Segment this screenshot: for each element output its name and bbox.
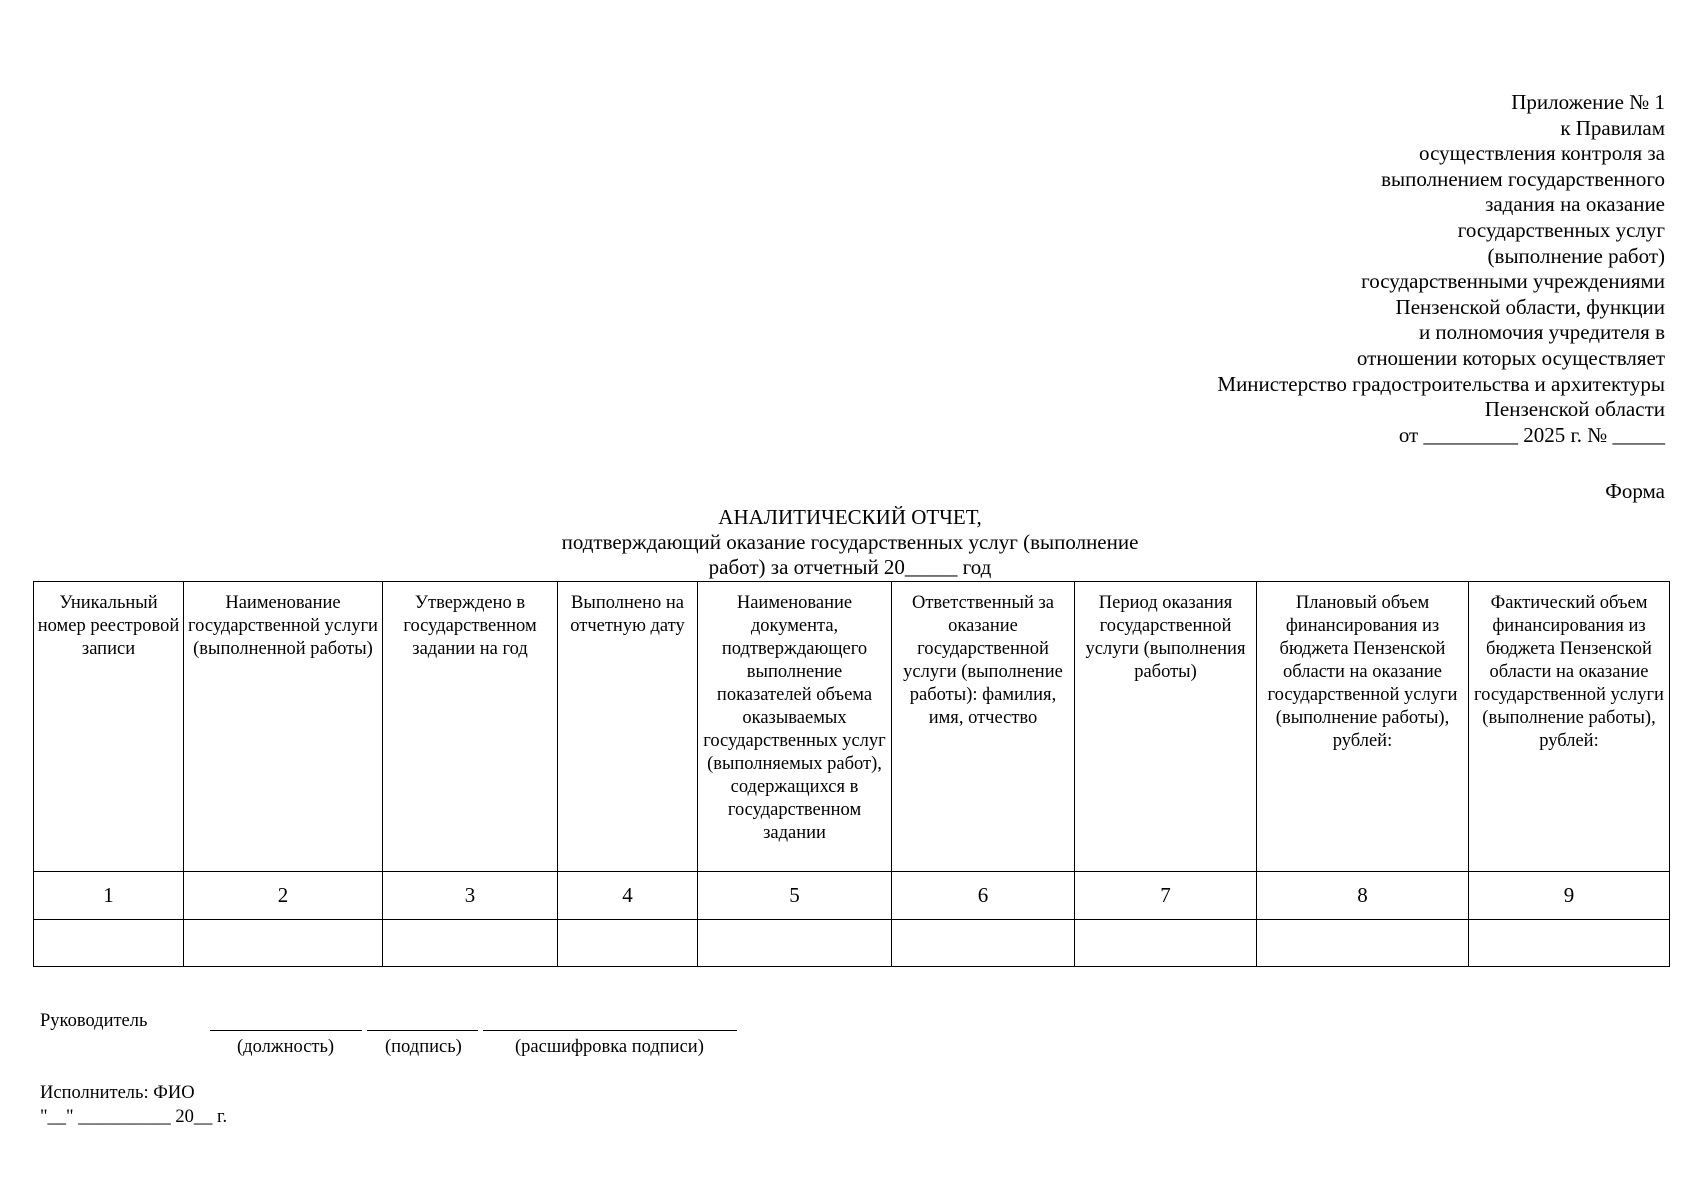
column-number: 7 [1075, 872, 1257, 920]
appendix-line: задания на оказание [1485, 192, 1665, 217]
form-label: Форма [1605, 479, 1665, 503]
column-number: 2 [184, 872, 383, 920]
report-title-line-1: АНАЛИТИЧЕСКИЙ ОТЧЕТ, [718, 505, 982, 529]
appendix-line: государственных услуг [1457, 217, 1665, 242]
column-header: Период оказания государственной услуги (выполнения работы) [1075, 582, 1257, 872]
column-header: Наименование документа, подтверждающего выполнение показателей объема оказываемых государственных услуг (выполняемых работ), содержащихся в государственном задании [698, 582, 892, 872]
table-cell [184, 920, 383, 967]
signature-line [367, 1030, 478, 1031]
table-cell [558, 920, 698, 967]
executor-date-line: "__" __________ 20__ г. [40, 1107, 228, 1127]
appendix-line: Пензенской области, функции [1395, 294, 1665, 319]
table-cell [698, 920, 892, 967]
column-header: Фактический объем финансирования из бюджета Пензенской области на оказание государственной услуги (выполнение работы), рублей: [1469, 582, 1670, 872]
signature-label: Руководитель [40, 1011, 148, 1031]
report-title [500, 505, 1200, 580]
column-header: Утверждено в государственном задании на год [383, 582, 558, 872]
table-cell [1469, 920, 1670, 967]
column-number: 1 [34, 872, 184, 920]
table-cell [34, 920, 184, 967]
appendix-line: и полномочия учредителя в [1418, 320, 1665, 345]
column-header: Ответственный за оказание государственной услуги (выполнение работы): фамилия, имя, отчество [892, 582, 1075, 872]
column-number-row [34, 872, 1670, 920]
appendix-line: осуществления контроля за [1419, 141, 1665, 166]
column-number: 4 [558, 872, 698, 920]
appendix-line: Министерство градостроительства и архитектуры [1217, 371, 1665, 396]
appendix-line: выполнением государственного [1381, 166, 1665, 191]
appendix-line: от _________ 2025 г. № _____ [1398, 422, 1665, 447]
report-table [33, 581, 1670, 967]
table-cell [1257, 920, 1469, 967]
appendix-line: к Правилам [1560, 115, 1665, 140]
signature-caption: (подпись) [385, 1037, 462, 1057]
column-number: 9 [1469, 872, 1670, 920]
table-cell [1075, 920, 1257, 967]
column-number: 5 [698, 872, 892, 920]
column-number: 6 [892, 872, 1075, 920]
column-header: Наименование государственной услуги (выполненной работы) [184, 582, 383, 872]
signature-decoding-caption: (расшифровка подписи) [515, 1037, 704, 1057]
report-title-line-3: работ) за отчетный 20_____ год [708, 555, 992, 579]
column-header: Плановый объем финансирования из бюджета Пензенской области на оказание государственной услуги (выполнение работы), рублей: [1257, 582, 1469, 872]
report-title-line-2: подтверждающий оказание государственных услуг (выполнение [561, 530, 1139, 554]
appendix-block [1045, 90, 1665, 448]
table-cell [892, 920, 1075, 967]
column-header: Выполнено на отчетную дату [558, 582, 698, 872]
appendix-line: (выполнение работ) [1487, 243, 1665, 268]
header-row [34, 582, 1670, 872]
signature-decoding-line [483, 1030, 737, 1031]
appendix-line: Пензенской области [1484, 397, 1665, 422]
table-cell [383, 920, 558, 967]
appendix-line: отношении которых осуществляет [1356, 345, 1665, 370]
position-caption: (должность) [237, 1037, 335, 1057]
column-number: 3 [383, 872, 558, 920]
column-number: 8 [1257, 872, 1469, 920]
table-row [34, 920, 1670, 967]
appendix-line: Приложение № 1 [1511, 90, 1665, 114]
executor-label: Исполнитель: ФИО [40, 1083, 195, 1103]
position-signature-line [210, 1030, 362, 1031]
column-header: Уникальный номер реестровой записи [34, 582, 184, 872]
appendix-line: государственными учреждениями [1361, 269, 1665, 294]
